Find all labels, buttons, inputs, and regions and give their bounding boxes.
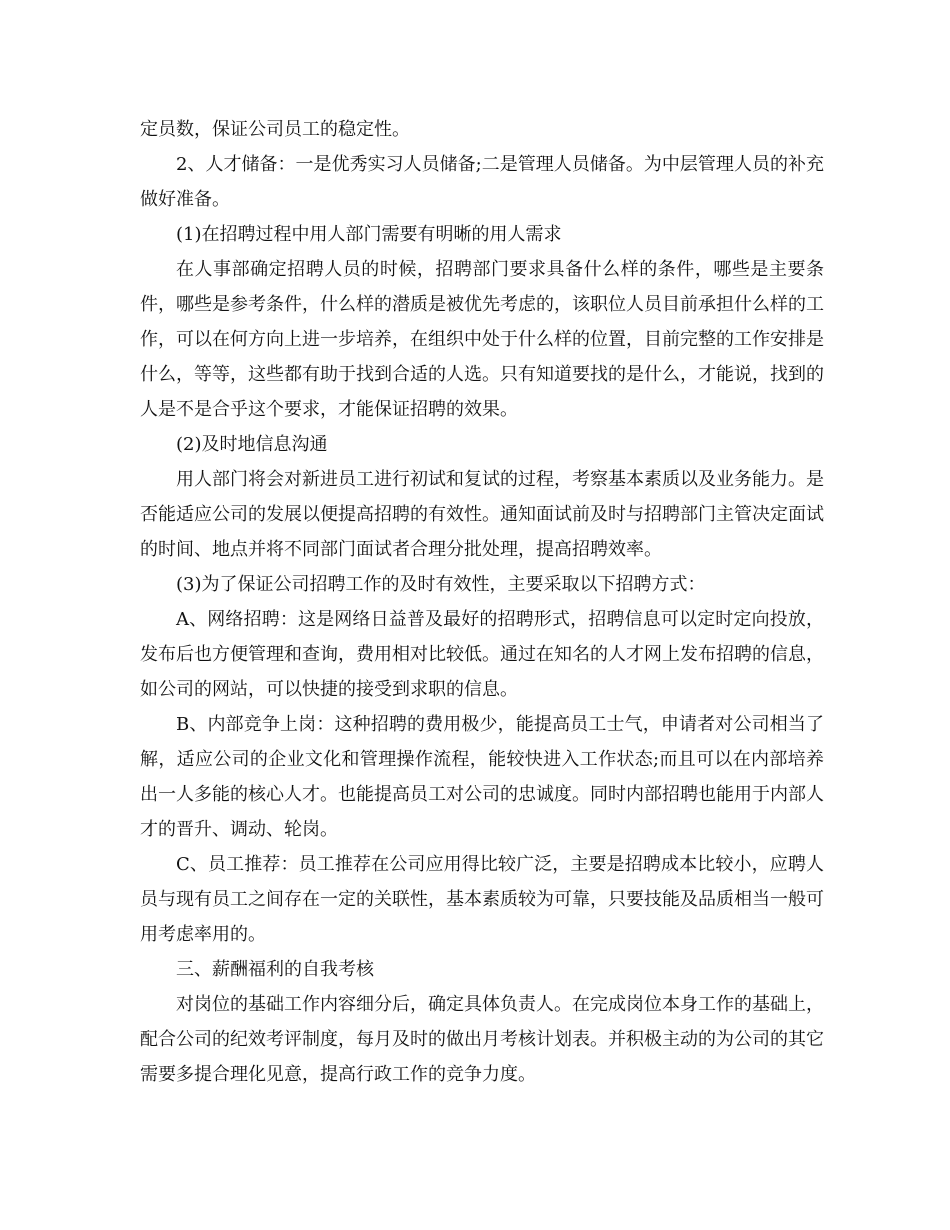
heading-compensation-review: 三、薪酬福利的自我考核 bbox=[176, 959, 374, 980]
paragraph-referral-recruit: C、员工推荐：员工推荐在公司应用得比较广泛，主要是招聘成本比较小，应聘人员与现有员工之间存在一定的关联性，基本素质较为可靠，只要技能及品质相当一般可用考虑率用的。 bbox=[140, 854, 824, 945]
heading-recruit-methods: (3)为了保证公司招聘工作的及时有效性，主要采取以下招聘方式： bbox=[176, 574, 706, 595]
heading-timely-communication: (2)及时地信息沟通 bbox=[176, 434, 328, 455]
heading-clear-requirements: (1)在招聘过程中用人部门需要有明晰的用人需求 bbox=[176, 224, 562, 245]
paragraph-communication: 用人部门将会对新进员工进行初试和复试的过程，考察基本素质以及业务能力。是否能适应公司的发展以便提高招聘的有效性。通知面试前及时与招聘部门主管决定面试的时间、地点并将不同部门面试者合理分批处理，提高招聘效率。 bbox=[140, 469, 824, 560]
paragraph-internal-recruit: B、内部竞争上岗：这种招聘的费用极少，能提高员工士气，申请者对公司相当了解，适应公司的企业文化和管理操作流程，能较快进入工作状态;而且可以在内部培养出一人多能的核心人才。也能提高员工对公司的忠诚度。同时内部招聘也能用于内部人才的晋升、调动、轮岗。 bbox=[140, 714, 824, 840]
paragraph-requirements: 在人事部确定招聘人员的时候，招聘部门要求具备什么样的条件，哪些是主要条件，哪些是参考条件，什么样的潜质是被优先考虑的，该职位人员目前承担什么样的工作，可以在何方向上进一步培养，在组织中处于什么样的位置，目前完整的工作安排是什么，等等，这些都有助于找到合适的人选。只有知道要找的是什么，才能说，找到的人是不是合乎这个要求，才能保证招聘的效果。 bbox=[140, 259, 824, 420]
paragraph-continuation: 定员数，保证公司员工的稳定性。 bbox=[140, 119, 410, 140]
paragraph-compensation: 对岗位的基础工作内容细分后，确定具体负责人。在完成岗位本身工作的基础上，配合公司的纪效考评制度，每月及时的做出月考核计划表。并积极主动的为公司的其它需要多提合理化见意，提高行政工作的竞争力度。 bbox=[140, 994, 824, 1085]
document-body bbox=[140, 112, 824, 1092]
paragraph-online-recruit: A、网络招聘：这是网络日益普及最好的招聘形式，招聘信息可以定时定向投放，发布后也方便管理和查询，费用相对比较低。通过在知名的人才网上发布招聘的信息，如公司的网站，可以快捷的接受到求职的信息。 bbox=[140, 609, 824, 700]
paragraph-talent-reserve: 2、人才储备：一是优秀实习人员储备;二是管理人员储备。为中层管理人员的补充做好准备。 bbox=[140, 154, 824, 210]
